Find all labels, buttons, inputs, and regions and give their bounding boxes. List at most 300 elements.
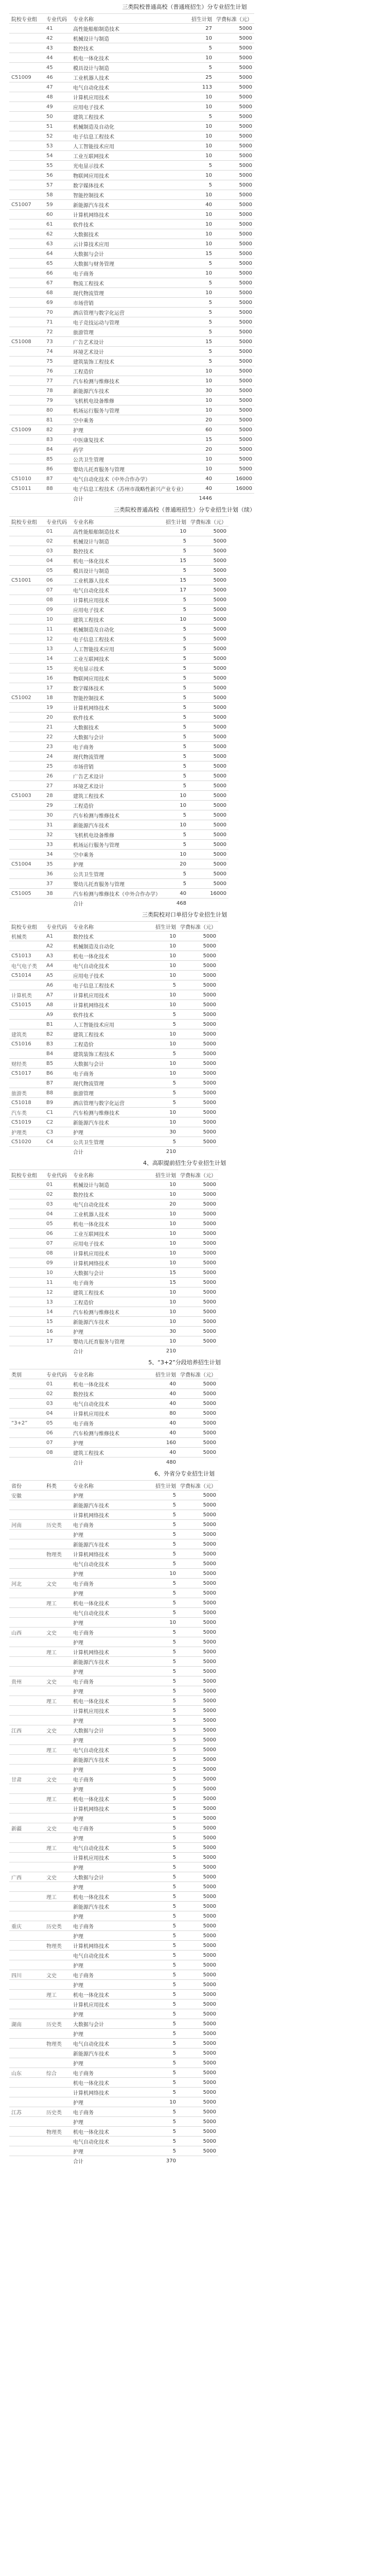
table-row <box>9 1317 218 1327</box>
table-row <box>9 376 254 386</box>
cell-code: 19 <box>44 703 71 713</box>
cell-major: 护理 <box>71 1490 152 1500</box>
cell-code: 05 <box>44 1219 71 1229</box>
cell-plan: 10 <box>152 1108 178 1117</box>
cell-major: 合计 <box>71 494 188 503</box>
table-row <box>9 703 229 713</box>
cell-group <box>9 1229 44 1239</box>
cell-major: 护理 <box>71 1765 152 1774</box>
table-row <box>9 2068 218 2078</box>
cell-code: 74 <box>44 347 71 357</box>
cell-group <box>9 131 44 141</box>
column-header: 科类 <box>44 1481 71 1490</box>
section-title: 5、“3+2”分段培养招生计划 <box>148 1359 221 1366</box>
cell-fee: 5000 <box>178 990 218 1000</box>
cell-major: 酒店管理与数字化运营 <box>71 308 188 317</box>
cell-group <box>9 1931 44 1941</box>
cell-group: 计算机类 <box>9 990 44 1000</box>
table-row <box>9 210 254 219</box>
cell-code <box>44 1755 71 1765</box>
cell-major: 电子商务 <box>71 1774 152 1784</box>
cell-fee: 5000 <box>178 1579 218 1588</box>
cell-plan: 5 <box>152 1862 178 1872</box>
cell-group: C51020 <box>9 1137 44 1147</box>
cell-fee: 5000 <box>188 781 229 791</box>
cell-code: 13 <box>44 644 71 654</box>
cell-group <box>9 840 44 850</box>
table-row <box>9 1307 218 1317</box>
cell-plan: 10 <box>152 951 178 961</box>
cell-major: 机械制造及自动化 <box>71 941 152 951</box>
cell-major: 计算机应用技术 <box>71 92 188 102</box>
cell-major: 新能源汽车技术 <box>71 1317 152 1327</box>
table-row <box>9 673 229 683</box>
cell-group: C51002 <box>9 693 44 703</box>
cell-major: 新能源汽车技术 <box>71 386 188 396</box>
cell-major: 人工智能技术应用 <box>71 141 188 151</box>
cell-plan: 40 <box>152 1389 178 1399</box>
cell-fee <box>188 899 229 908</box>
cell-group <box>9 1539 44 1549</box>
table-row <box>9 1327 218 1336</box>
cell-fee: 5000 <box>178 1667 218 1676</box>
cell-code: B5 <box>44 1059 71 1069</box>
cell-fee: 5000 <box>178 1010 218 1020</box>
cell-plan: 40 <box>152 1428 178 1438</box>
cell-major: 护理 <box>71 1569 152 1579</box>
cell-fee: 5000 <box>178 931 218 941</box>
table-row <box>9 180 254 190</box>
cell-plan: 10 <box>188 219 214 229</box>
cell-code: A2 <box>44 941 71 951</box>
cell-fee: 5000 <box>214 239 254 249</box>
cell-code: 08 <box>44 1448 71 1458</box>
cell-code <box>44 2088 71 2097</box>
cell-fee: 5000 <box>178 2058 218 2068</box>
cell-code: 综合 <box>44 2068 71 2078</box>
table-row <box>9 1931 218 1941</box>
cell-plan: 10 <box>152 1287 178 1297</box>
cell-plan: 10 <box>152 961 178 971</box>
cell-group <box>9 810 44 820</box>
cell-plan: 5 <box>188 327 214 337</box>
table-row <box>9 683 229 693</box>
table-row <box>9 1921 218 1931</box>
table-row <box>9 830 229 840</box>
cell-major: 电子商务 <box>71 1579 152 1588</box>
cell-group <box>9 664 44 673</box>
cell-group <box>9 141 44 151</box>
table-row <box>9 1389 218 1399</box>
cell-plan: 5 <box>163 654 188 664</box>
cell-plan: 113 <box>188 82 214 92</box>
cell-plan: 5 <box>152 2019 178 2029</box>
cell-major: 计算机应用技术 <box>71 595 163 605</box>
table-row <box>9 259 254 268</box>
cell-group <box>9 2097 44 2107</box>
table-row <box>9 1029 218 1039</box>
cell-code: B3 <box>44 1039 71 1049</box>
table-header-row <box>9 14 254 24</box>
cell-group <box>9 1784 44 1794</box>
table-row <box>9 1882 218 1892</box>
cell-fee: 5000 <box>178 1379 218 1389</box>
cell-major: 飞机机电设备维修 <box>71 830 163 840</box>
table-row <box>9 494 254 503</box>
table-row <box>9 1990 218 1999</box>
cell-fee: 5000 <box>178 1000 218 1010</box>
cell-code: 理工 <box>44 1990 71 1999</box>
cell-major: 护理 <box>71 2058 152 2068</box>
cell-group <box>9 1657 44 1667</box>
cell-major: 汽车检测与维修技术（中外合作办学） <box>71 889 163 899</box>
cell-plan: 480 <box>152 1458 178 1467</box>
cell-fee: 5000 <box>214 464 254 474</box>
cell-plan: 5 <box>152 1010 178 1020</box>
cell-plan: 25 <box>188 73 214 82</box>
cell-code: 73 <box>44 337 71 347</box>
table-row <box>9 1862 218 1872</box>
cell-group: C51007 <box>9 200 44 210</box>
cell-major: 护理 <box>71 1980 152 1990</box>
cell-major: 数控技术 <box>71 546 163 556</box>
cell-code: 48 <box>44 92 71 102</box>
cell-plan: 10 <box>152 1190 178 1199</box>
cell-fee: 5000 <box>178 2009 218 2019</box>
cell-group <box>9 1637 44 1647</box>
cell-code <box>44 2029 71 2039</box>
cell-group <box>9 239 44 249</box>
cell-fee: 5000 <box>178 1872 218 1882</box>
cell-fee: 5000 <box>178 1209 218 1219</box>
cell-plan: 40 <box>152 1448 178 1458</box>
cell-code <box>44 1882 71 1892</box>
cell-major: 高性能船舶制造技术 <box>71 527 163 536</box>
cell-major: 人工智能技术应用 <box>71 1020 152 1029</box>
table-row <box>9 1346 218 1356</box>
cell-fee: 5000 <box>178 1882 218 1892</box>
cell-plan: 10 <box>152 971 178 980</box>
cell-plan: 5 <box>152 1804 178 1814</box>
cell-major: 护理 <box>71 1784 152 1794</box>
cell-plan: 5 <box>152 1706 178 1716</box>
cell-code: 63 <box>44 239 71 249</box>
table-row <box>9 200 254 210</box>
cell-major: 环境艺术设计 <box>71 781 163 791</box>
table-row <box>9 820 229 830</box>
cell-fee: 5000 <box>178 971 218 980</box>
cell-major: 现代物流管理 <box>71 752 163 761</box>
cell-major: 婴幼儿托育服务与管理 <box>71 879 163 889</box>
cell-plan: 5 <box>152 1833 178 1843</box>
cell-group <box>9 366 44 376</box>
cell-plan: 5 <box>152 1716 178 1725</box>
cell-major: 机场运行服务与管理 <box>71 840 163 850</box>
table-row <box>9 2107 218 2117</box>
cell-major: 护理 <box>71 2029 152 2039</box>
table-row <box>9 1399 218 1409</box>
cell-major: 大数据与会计 <box>71 732 163 742</box>
cell-group <box>9 585 44 595</box>
cell-group <box>9 879 44 889</box>
column-header: 学费标准（元） <box>178 1369 218 1379</box>
table-row <box>9 1409 218 1418</box>
cell-fee: 5000 <box>178 1229 218 1239</box>
cell-plan: 5 <box>152 1530 178 1539</box>
table-row <box>9 1078 218 1088</box>
cell-plan: 10 <box>152 1258 178 1268</box>
cell-code: B4 <box>44 1049 71 1059</box>
cell-code: 04 <box>44 1409 71 1418</box>
column-header: 专业代码 <box>44 1369 71 1379</box>
cell-code: 11 <box>44 624 71 634</box>
cell-plan: 10 <box>152 1229 178 1239</box>
cell-code <box>44 899 71 908</box>
table-row <box>9 771 229 781</box>
cell-code: 05 <box>44 566 71 575</box>
table-row <box>9 1248 218 1258</box>
table-row <box>9 2088 218 2097</box>
cell-code: 理工 <box>44 1647 71 1657</box>
cell-fee: 5000 <box>214 24 254 33</box>
cell-fee: 5000 <box>178 1418 218 1428</box>
cell-fee: 5000 <box>178 2039 218 2048</box>
table-row <box>9 693 229 703</box>
cell-group <box>9 1755 44 1765</box>
cell-major: 护理 <box>71 1327 152 1336</box>
column-header: 学费标准（元） <box>178 1481 218 1490</box>
cell-plan: 5 <box>152 1490 178 1500</box>
cell-major: 酒店管理与数字化运营 <box>71 1098 152 1108</box>
cell-plan: 5 <box>163 810 188 820</box>
cell-group <box>9 1268 44 1278</box>
cell-fee: 5000 <box>178 1696 218 1706</box>
cell-group <box>9 151 44 161</box>
cell-group <box>9 376 44 386</box>
cell-major: 市场营销 <box>71 761 163 771</box>
cell-plan: 30 <box>152 1327 178 1336</box>
cell-plan: 10 <box>188 122 214 131</box>
cell-major: 电气自动化技术 <box>71 1199 152 1209</box>
cell-major: 计算机应用技术 <box>71 1853 152 1862</box>
cell-code: 72 <box>44 327 71 337</box>
cell-major: 计算机网络技术 <box>71 1941 152 1951</box>
cell-fee: 5000 <box>214 151 254 161</box>
column-header: 专业名称 <box>71 1481 152 1490</box>
table-row <box>9 732 229 742</box>
cell-code: A7 <box>44 990 71 1000</box>
cell-major: 护理 <box>71 1833 152 1843</box>
cell-major: 工业互联网技术 <box>71 151 188 161</box>
column-header: 院校专业组 <box>9 517 44 527</box>
cell-code: 21 <box>44 722 71 732</box>
cell-plan: 10 <box>163 615 188 624</box>
cell-code <box>44 1569 71 1579</box>
cell-major: 机场运行服务与管理 <box>71 405 188 415</box>
cell-group: 甘肃 <box>9 1774 44 1784</box>
cell-plan: 5 <box>152 1960 178 1970</box>
cell-fee: 5000 <box>178 1559 218 1569</box>
cell-group <box>9 595 44 605</box>
cell-fee: 5000 <box>178 1510 218 1520</box>
column-header: 学费标准（元） <box>188 517 229 527</box>
cell-fee: 5000 <box>178 1588 218 1598</box>
cell-plan: 5 <box>152 1049 178 1059</box>
cell-code: 物理类 <box>44 2039 71 2048</box>
table-row <box>9 2146 218 2156</box>
cell-major: 机电一体化技术 <box>71 1892 152 1902</box>
cell-fee: 5000 <box>188 791 229 801</box>
cell-plan: 5 <box>152 1510 178 1520</box>
cell-major: 计算机应用技术 <box>71 990 152 1000</box>
cell-major: 婴幼儿托育服务与管理 <box>71 464 188 474</box>
table-row <box>9 1960 218 1970</box>
cell-plan: 10 <box>188 268 214 278</box>
cell-major: 计算机网络技术 <box>71 1510 152 1520</box>
table-row <box>9 308 254 317</box>
cell-plan: 5 <box>152 980 178 990</box>
cell-fee: 5000 <box>178 1725 218 1735</box>
cell-plan: 5 <box>152 1088 178 1098</box>
cell-group <box>9 347 44 357</box>
cell-fee: 5000 <box>178 1814 218 1823</box>
table-row <box>9 1020 218 1029</box>
cell-major: 数控技术 <box>71 931 152 941</box>
cell-fee: 5000 <box>178 1428 218 1438</box>
cell-fee: 5000 <box>188 654 229 664</box>
table-row <box>9 1598 218 1608</box>
column-header: 类别 <box>9 1369 44 1379</box>
table-row <box>9 43 254 53</box>
cell-group: C51017 <box>9 1069 44 1078</box>
cell-plan: 5 <box>152 1559 178 1569</box>
cell-fee: 16000 <box>214 484 254 494</box>
cell-group <box>9 1941 44 1951</box>
cell-fee: 5000 <box>188 673 229 683</box>
cell-group <box>9 673 44 683</box>
cell-group <box>9 278 44 288</box>
column-header: 院校专业组 <box>9 922 44 931</box>
cell-group <box>9 1336 44 1346</box>
table-row <box>9 840 229 850</box>
cell-fee: 5000 <box>178 1765 218 1774</box>
cell-group <box>9 1409 44 1418</box>
table-row <box>9 415 254 425</box>
table-row <box>9 219 254 229</box>
cell-plan: 10 <box>152 931 178 941</box>
table-row <box>9 1814 218 1823</box>
cell-plan: 5 <box>188 43 214 53</box>
cell-code: 27 <box>44 781 71 791</box>
cell-code: 理工 <box>44 1598 71 1608</box>
table-row <box>9 386 254 396</box>
cell-fee: 5000 <box>178 1258 218 1268</box>
table-row <box>9 337 254 347</box>
cell-group <box>9 2137 44 2146</box>
cell-group <box>9 454 44 464</box>
cell-fee: 5000 <box>188 752 229 761</box>
cell-code: 28 <box>44 791 71 801</box>
cell-code <box>44 1999 71 2009</box>
table-row <box>9 1108 218 1117</box>
cell-code: A6 <box>44 980 71 990</box>
table-row <box>9 1059 218 1069</box>
cell-code: 42 <box>44 33 71 43</box>
cell-plan: 10 <box>152 1248 178 1258</box>
cell-code <box>44 1862 71 1872</box>
cell-fee: 5000 <box>178 1039 218 1049</box>
cell-plan: 5 <box>152 2039 178 2048</box>
cell-code <box>44 1147 71 1157</box>
cell-group <box>9 536 44 546</box>
cell-code: B9 <box>44 1098 71 1108</box>
cell-fee: 5000 <box>214 357 254 366</box>
cell-code <box>44 2117 71 2127</box>
table-row <box>9 971 218 980</box>
cell-plan: 10 <box>152 2097 178 2107</box>
cell-fee: 5000 <box>178 1239 218 1248</box>
cell-major: 汽车检测与维修技术 <box>71 376 188 386</box>
cell-group <box>9 1999 44 2009</box>
cell-major: 软件技术 <box>71 1010 152 1020</box>
cell-code: 06 <box>44 575 71 585</box>
cell-code: 历史类 <box>44 1520 71 1530</box>
cell-group <box>9 2088 44 2097</box>
cell-major: 合计 <box>71 2156 152 2166</box>
cell-group: 贵州 <box>9 1676 44 1686</box>
cell-plan: 15 <box>188 337 214 347</box>
cell-group <box>9 24 44 33</box>
table-row <box>9 624 229 634</box>
cell-group <box>9 1278 44 1287</box>
cell-code <box>44 1765 71 1774</box>
cell-code <box>44 1657 71 1667</box>
cell-plan: 5 <box>152 1667 178 1676</box>
cell-fee: 5000 <box>178 1539 218 1549</box>
cell-group <box>9 1706 44 1716</box>
cell-group: C51010 <box>9 474 44 484</box>
cell-plan: 5 <box>152 1579 178 1588</box>
cell-major: 电气自动化技术 <box>71 2137 152 2146</box>
cell-major: 建筑工程技术 <box>71 112 188 122</box>
cell-code: 05 <box>44 1418 71 1428</box>
cell-plan: 5 <box>188 357 214 366</box>
cell-code: 09 <box>44 1258 71 1268</box>
cell-code: 文史 <box>44 1628 71 1637</box>
cell-code: 52 <box>44 131 71 141</box>
cell-major: 建筑工程技术 <box>71 1287 152 1297</box>
cell-plan: 15 <box>152 1278 178 1287</box>
cell-major: 物联网应用技术 <box>71 171 188 180</box>
cell-group <box>9 386 44 396</box>
cell-fee: 5000 <box>214 73 254 82</box>
cell-code: 07 <box>44 1239 71 1248</box>
cell-plan: 5 <box>152 2078 178 2088</box>
cell-major: 新能源汽车技术 <box>71 200 188 210</box>
cell-code <box>44 2137 71 2146</box>
cell-fee: 5000 <box>214 53 254 63</box>
table-row <box>9 1209 218 1219</box>
cell-major: 电气自动化技术 <box>71 1745 152 1755</box>
cell-group <box>9 1990 44 1999</box>
cell-plan: 5 <box>152 1637 178 1647</box>
cell-major: 计算机应用技术 <box>71 1409 152 1418</box>
cell-group <box>9 781 44 791</box>
cell-group <box>9 1307 44 1317</box>
cell-fee: 5000 <box>178 1399 218 1409</box>
cell-group <box>9 2146 44 2156</box>
table-row <box>9 801 229 810</box>
